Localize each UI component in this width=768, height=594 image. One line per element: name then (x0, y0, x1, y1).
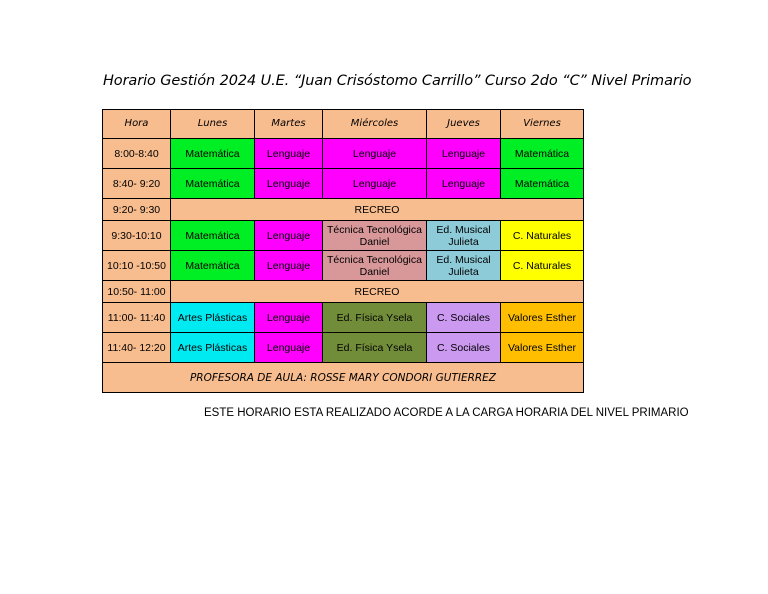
header-viernes: Viernes (501, 110, 584, 139)
header-miercoles: Miércoles (323, 110, 427, 139)
header-martes: Martes (255, 110, 323, 139)
footer-row (103, 363, 584, 393)
hour-cell: 10:50- 11:00 (103, 281, 171, 303)
lesson-cell: Lenguaje (255, 221, 323, 251)
hour-cell: 11:00- 11:40 (103, 303, 171, 333)
lesson-cell: Lenguaje (323, 139, 427, 169)
lesson-cell: Lenguaje (255, 333, 323, 363)
teacher-name: PROFESORA DE AULA: ROSSE MARY CONDORI GUTIERREZ (103, 363, 584, 393)
lesson-cell (427, 221, 501, 251)
lesson-cell (427, 251, 501, 281)
subject-line: Ed. Musical (436, 253, 491, 266)
lesson-cell (323, 251, 427, 281)
schedule-title: Horario Gestión 2024 U.E. “Juan Crisóstomo Carrillo” Curso 2do “C” Nivel Primario (103, 73, 692, 89)
lesson-cell: C. Naturales (501, 221, 584, 251)
table-row (103, 221, 584, 251)
hour-cell: 8:00-8:40 (103, 139, 171, 169)
lesson-cell: Matemática (171, 169, 255, 199)
hour-cell: 8:40- 9:20 (103, 169, 171, 199)
lesson-cell: Matemática (171, 221, 255, 251)
lesson-cell: Valores Esther (501, 333, 584, 363)
lesson-cell: Lenguaje (255, 169, 323, 199)
lesson-cell: Ed. Física Ysela (323, 333, 427, 363)
table-row (103, 169, 584, 199)
lesson-cell: Artes Plásticas (171, 333, 255, 363)
header-hora: Hora (103, 110, 171, 139)
lesson-cell (323, 221, 427, 251)
subject-line: Ed. Musical (436, 223, 491, 236)
header-lunes: Lunes (171, 110, 255, 139)
header-jueves: Jueves (427, 110, 501, 139)
header-row (103, 110, 584, 139)
subject-line: Técnica Tecnológica (327, 223, 422, 236)
hour-cell: 11:40- 12:20 (103, 333, 171, 363)
teacher-line: Daniel (359, 235, 390, 248)
table-row (103, 139, 584, 169)
break-row (103, 281, 584, 303)
lesson-cell: C. Naturales (501, 251, 584, 281)
teacher-line: Julieta (448, 265, 479, 278)
lesson-cell: C. Sociales (427, 303, 501, 333)
schedule-note: ESTE HORARIO ESTA REALIZADO ACORDE A LA CARGA HORARIA DEL NIVEL PRIMARIO (204, 407, 689, 419)
teacher-line: Julieta (448, 235, 479, 248)
teacher-line: Daniel (359, 265, 390, 278)
lesson-cell: Lenguaje (255, 251, 323, 281)
break-cell: RECREO (171, 281, 584, 303)
lesson-cell: C. Sociales (427, 333, 501, 363)
lesson-cell: Artes Plásticas (171, 303, 255, 333)
schedule-table (102, 109, 584, 393)
lesson-cell: Lenguaje (427, 169, 501, 199)
lesson-cell: Valores Esther (501, 303, 584, 333)
table-row (103, 251, 584, 281)
lesson-cell: Matemática (171, 139, 255, 169)
lesson-cell: Lenguaje (255, 139, 323, 169)
lesson-cell: Matemática (501, 139, 584, 169)
table-row (103, 333, 584, 363)
table-row (103, 303, 584, 333)
lesson-cell: Ed. Física Ysela (323, 303, 427, 333)
hour-cell: 9:30-10:10 (103, 221, 171, 251)
lesson-cell: Lenguaje (427, 139, 501, 169)
lesson-cell: Lenguaje (255, 303, 323, 333)
hour-cell: 9:20- 9:30 (103, 199, 171, 221)
break-cell: RECREO (171, 199, 584, 221)
break-row (103, 199, 584, 221)
lesson-cell: Matemática (501, 169, 584, 199)
subject-line: Técnica Tecnológica (327, 253, 422, 266)
lesson-cell: Matemática (171, 251, 255, 281)
lesson-cell: Lenguaje (323, 169, 427, 199)
hour-cell: 10:10 -10:50 (103, 251, 171, 281)
